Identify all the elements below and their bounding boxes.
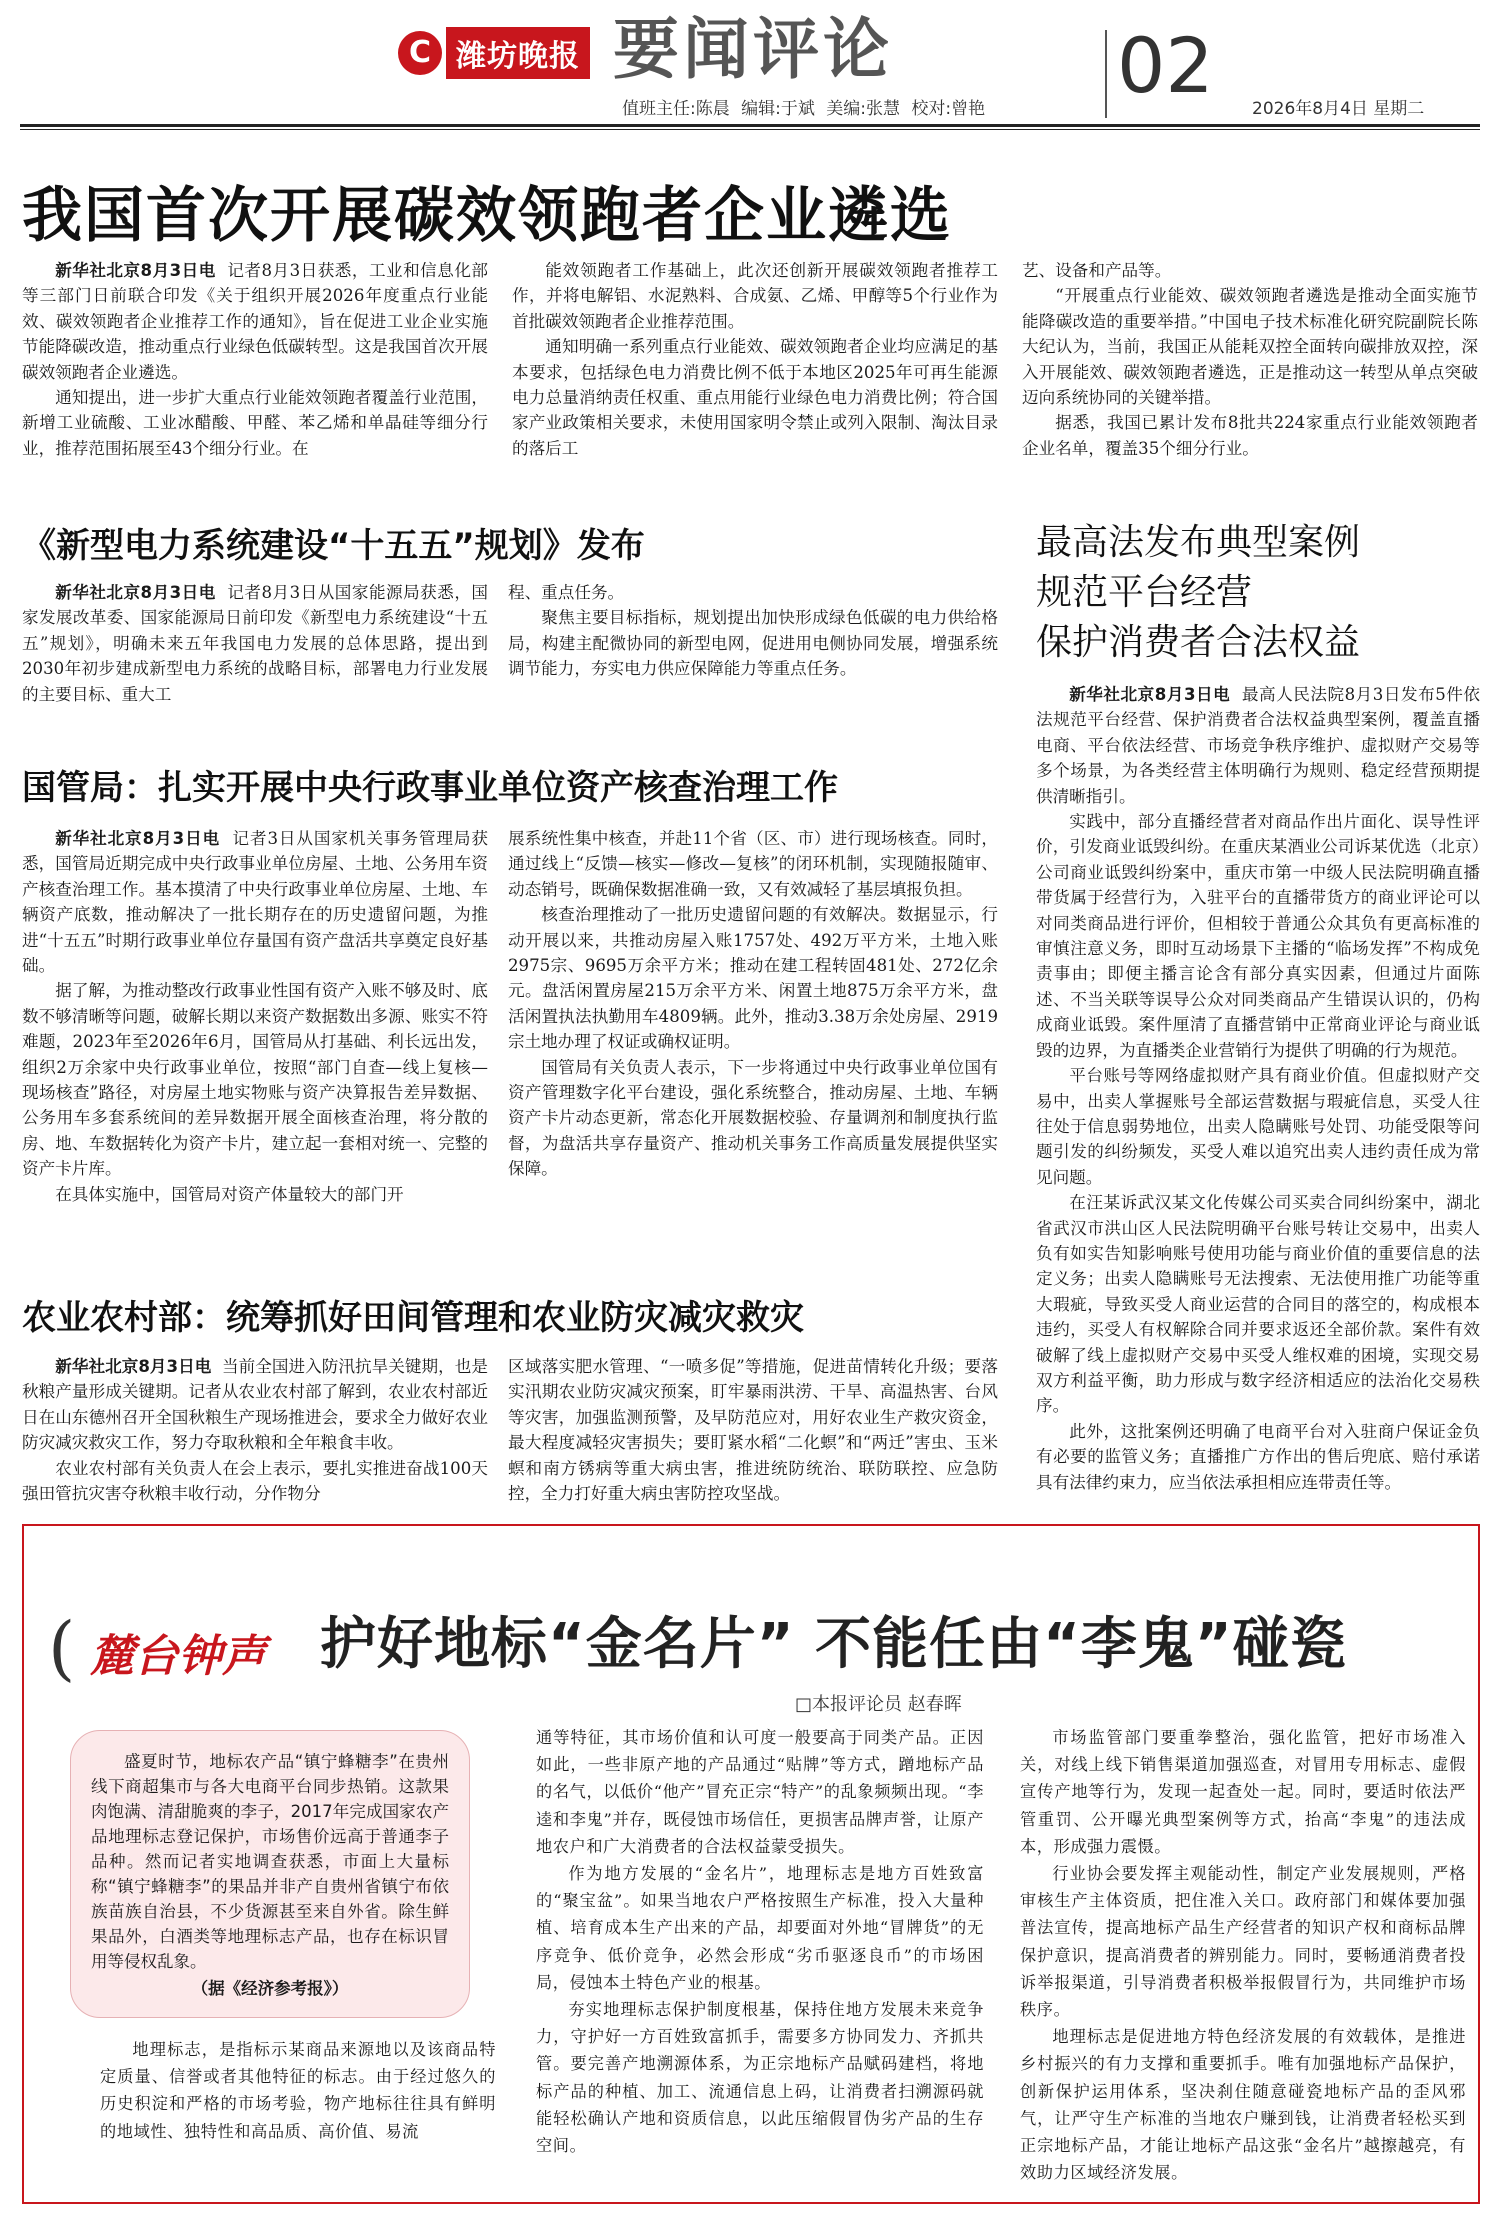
page-number: 02 <box>1117 21 1214 110</box>
lead-col3-para3: 据悉，我国已累计发布8批共224家重点行业能效领跑者企业名单，覆盖35个细分行业。 <box>1022 413 1478 458</box>
editorial-byline: □本报评论员 赵春晖 <box>795 1694 962 1715</box>
court-headline-line-2: 规范平台经营 <box>1036 572 1253 613</box>
court-dateline: 新华社北京8月3日电 <box>1069 685 1231 704</box>
power-col2-cont: 程、重点任务。 <box>508 583 625 602</box>
section-title: 要闻评论 <box>613 11 893 88</box>
court-headline-line-3: 保护消费者合法权益 <box>1036 622 1361 663</box>
assets-column-1 <box>22 826 488 1240</box>
masthead-rule-thin <box>20 129 1480 130</box>
editorial-right-para-3: 地理标志是促进地方特色经济发展的有效载体，是推进乡村振兴的有力支撑和重要抓手。唯有加强地标产品保护，创新保护运用体系，坚决刹住随意碰瓷地标产品的歪风邪气，让严守生产标准的当地农户赚到钱，让消费者轻松买到正宗地标产品，才能让地标产品这张“金名片”越擦越亮，有效助力区域经济发展。 <box>1020 2027 1466 2183</box>
assets-col2-para2: 核查治理推动了一批历史遗留问题的有效解决。数据显示，行动开展以来，共推动房屋入账1757处、492万平方米，土地入账2975宗、9695万余平方米；推动在建工程转固481处、272亿余元。盘活闲置房屋215万余平方米、闲置土地875万余平方米，盘活闲置执法执勤用车4809辆。此外，推动3.38万余处房屋、2919宗土地办理了权证或确权证明。 <box>508 905 998 1052</box>
assets-col1-text: 记者3日从国家机关事务管理局获悉，国管局近期完成中央行政事业单位房屋、土地、公务用车资产核查治理工作。基本摸清了中央行政事业单位房屋、土地、车辆资产底数，推动解决了一批长期存在的历史遗留问题，为推进“十五五”时期行政事业单位存量国有资产盘活共享奠定良好基础。 <box>22 829 488 976</box>
agri-column-1 <box>22 1354 488 1514</box>
lead-column-1 <box>22 258 488 466</box>
newspaper-logo <box>398 24 608 82</box>
assets-headline: 国管局：扎实开展中央行政事业单位资产核查治理工作 <box>22 768 838 808</box>
court-para-1: 最高人民法院8月3日发布5件依法规范平台经营、保护消费者合法权益典型案例，覆盖直播电商、平台依法经营、市场竞争秩序维护、虚拟财产交易等多个场景，为各类经营主体明确行为规则、稳定经营预期提供清晰指引。 <box>1036 685 1480 806</box>
editorial-headline: 护好地标“金名片” 不能任由“李鬼”碰瓷 <box>320 1612 1347 1677</box>
agri-col2-cont: 区域落实肥水管理、“一喷多促”等措施，促进苗情转化升级；要落实汛期农业防灾减灾预案，盯牢暴雨洪涝、干旱、高温热害、台风等灾害，加强监测预警，及早防范应对，用好农业生产救灾资金，最大程度减轻灾害损失；要盯紧水稻“二化螟”和“两迁”害虫、玉米螟和南方锈病等重大病虫害，推进统防统治、联防联控、应急防控，全力打好重大病虫害防控攻坚战。 <box>508 1357 998 1504</box>
masthead-rule <box>20 124 1480 127</box>
assets-col2-cont: 展系统性集中核查，并赴11个省（区、市）进行现场核查。同时，通过线上“反馈—核实—修改—复核”的闭环机制，实现随报随审、动态销号，既确保数据准确一致，又有效减轻了基层填报负担。 <box>508 829 998 899</box>
agri-col1-text: 当前全国进入防汛抗旱关键期，也是秋粮产量形成关键期。记者从农业农村部了解到，农业农村部近日在山东德州召开全国秋粮生产现场推进会，要求全力做好农业防灾减灾救灾工作，努力夺取秋粮和全年粮食丰收。 <box>22 1357 488 1453</box>
editorial-right-para-2: 行业协会要发挥主观能动性，制定产业发展规则，严格审核生产主体资质，把住准入关口。政府部门和媒体要加强普法宣传，提高地标产品生产经营者的知识产权和商标品牌保护意识，提高消费者的辨别能力。同时，要畅通消费者投诉举报渠道，引导消费者积极举报假冒行为，共同维护市场秩序。 <box>1020 1864 1466 2020</box>
editorial-left-para: 地理标志，是指标示某商品来源地以及该商品特定质量、信誉或者其他特征的标志。由于经过悠久的历史积淀和严格的市场考验，物产地标往往具有鲜明的地域性、独特性和高品质、高价值、易流 <box>100 2040 496 2141</box>
lead-headline: 我国首次开展碳效领跑者企业遴选 <box>22 181 952 251</box>
assets-column-2 <box>508 826 998 1240</box>
editorial-mid-para-2: 作为地方发展的“金名片”，地理标志是地方百姓致富的“聚宝盆”。如果当地农户严格按照生产标准，投入大量种植、培育成本生产出来的产品，却要面对外地“冒牌货”的无序竞争、低价竞争，必然会形成“劣币驱逐良币”的市场困局，侵蚀本土特色产业的根基。 <box>536 1864 984 1992</box>
assets-col1-para3: 在具体实施中，国管局对资产体量较大的部门开 <box>55 1184 404 1204</box>
power-col2-para2: 聚焦主要目标指标，规划提出加快形成绿色低碳的电力供给格局，构建主配微协同的新型电网，促进用电侧协同发展，增强系统调节能力，夯实电力供应保障能力等重点任务。 <box>508 608 998 679</box>
lead-col1-text: 记者8月3日获悉，工业和信息化部等三部门日前联合印发《关于组织开展2026年度重点行业能效、碳效领跑者企业推荐工作的通知》，旨在促进工业企业实施节能降碳改造，推动重点行业绿色低碳转型。这是我国首次开展碳效领跑者企业遴选。 <box>22 261 488 382</box>
issue-date: 2026年8月4日 星期二 <box>1252 99 1425 119</box>
editorial-middle-column <box>536 1724 984 2200</box>
editorial-right-para-1: 市场监管部门要重拳整治，强化监管，把好市场准入关，对线上线下销售渠道加强巡查，对冒用专用标志、虚假宣传产地等行为，发现一起查处一起。同时，要适时依法严管重罚、公开曝光典型案例等方式，抬高“李鬼”的违法成本，形成强力震慑。 <box>1020 1728 1466 1856</box>
court-headline <box>1036 518 1476 668</box>
editorial-column-logo <box>48 1608 286 1688</box>
agri-col1-para2: 农业农村部有关负责人在会上表示，要扎实推进奋战100天强田管抗灾害夺秋粮丰收行动，分作物分 <box>22 1458 488 1504</box>
agri-column-2 <box>508 1354 998 1514</box>
agri-headline: 农业农村部：统筹抓好田间管理和农业防灾减灾救灾 <box>22 1298 804 1338</box>
assets-dateline: 新华社北京8月3日电 <box>55 829 221 848</box>
assets-col2-para3: 国管局有关负责人表示，下一步将通过中央行政事业单位国有资产管理数字化平台建设，强化系统整合，推动房屋、土地、车辆资产卡片动态更新，常态化开展数据校验、存量调剂和制度执行监督，为盘活共享存量资产、推动机关事务工作高质量发展提供坚实保障。 <box>508 1057 998 1179</box>
editorial-mid-para-3: 夯实地理标志保护制度根基，保持住地方发展未来竞争力，守护好一方百姓致富抓手，需要多方协同发力、齐抓共管。要完善产地溯源体系，为正宗地标产品赋码建档，将地标产品的种植、加工、流通信息上码，让消费者扫溯源码就能轻松确认产地和资质信息，以此压缩假冒伪劣产品的生存空间。 <box>536 2000 984 2156</box>
lead-column-2 <box>512 258 998 466</box>
lead-dateline: 新华社北京8月3日电 <box>55 261 216 280</box>
lead-col3-cont: 艺、设备和产品等。 <box>1022 261 1172 280</box>
editorial-right-column <box>1020 1724 1466 2200</box>
lead-col2-para2: 通知明确一系列重点行业能效、碳效领跑者企业均应满足的基本要求，包括绿色电力消费比例不低于本地区2025年可再生能源电力总量消纳责任权重、重点用能行业绿色电力消费比例；符合国家产业政策相关要求，未使用国家明令禁止或列入限制、淘汰目录的落后工 <box>512 337 998 458</box>
brush-stroke-icon: ( <box>48 1607 76 1689</box>
court-headline-line-1: 最高法发布典型案例 <box>1036 522 1361 563</box>
lead-col3-para2: “开展重点行业能效、碳效领跑者遴选是推动全面实施节能降碳改造的重要举措。”中国电子技术标准化研究院副院长陈大纪认为，当前，我国正从能耗双控全面转向碳排放双控，深入开展能效、碳效领跑者遴选，正是推动这一转型从单点突破迈向系统协同的关键举措。 <box>1022 286 1478 408</box>
power-dateline: 新华社北京8月3日电 <box>55 583 216 602</box>
staff-credits: 值班主任:陈晨 编辑:于斌 美编:张慧 校对:曾艳 <box>622 99 986 119</box>
court-para-5: 此外，这批案例还明确了电商平台对入驻商户保证金负有必要的监管义务；直播推广方作出的售后兜底、赔付承诺具有法律约束力，应当依法承担相应连带责任等。 <box>1036 1421 1480 1492</box>
logo-mark: C <box>398 31 442 75</box>
editorial-quote-box <box>70 1730 470 2018</box>
power-headline: 《新型电力系统建设“十五五”规划》发布 <box>22 526 645 566</box>
power-col1-text: 记者8月3日从国家能源局获悉，国家发展改革委、国家能源局日前印发《新型电力系统建设“十五五”规划》，明确未来五年我国电力发展的总体思路，提出到2030年初步建成新型电力系统的战略目标，部署电力行业发展的主要目标、重大工 <box>22 583 488 704</box>
power-column-2 <box>508 580 998 710</box>
quote-text: 盛夏时节，地标农产品“镇宁蜂糖李”在贵州线下商超集市与各大电商平台同步热销。这款果肉饱满、清甜脆爽的李子，2017年完成国家农产品地理标志登记保护，市场售价远高于普通李子品种。然而记者实地调查获悉，市面上大量标称“镇宁蜂糖李”的果品并非产自贵州省镇宁布依族苗族自治县，不少货源甚至来自外省。除生鲜果品外，白酒类等地理标志产品，也存在标识冒用等侵权乱象。 <box>91 1752 449 1971</box>
power-column-1 <box>22 580 488 710</box>
quote-source: （据《经济参考报》） <box>191 1979 349 1998</box>
column-logo-text: 麓台钟声 <box>90 1631 266 1682</box>
masthead-divider <box>1105 30 1107 118</box>
editorial-left-column <box>100 2036 496 2198</box>
lead-column-3 <box>1022 258 1478 466</box>
assets-col1-para2: 据了解，为推动整改行政事业性国有资产入账不够及时、底数不够清晰等问题，破解长期以来资产数据数出多源、账实不符难题，2023年至2026年6月，国管局从打基础、利长远出发，组织2万余家中央行政事业单位，按照“部门自查—线上复核—现场核查”路径，对房屋土地实物账与资产决算报告差异数据、公务用车多套系统间的差异数据开展全面核查治理，将分散的房、地、车数据转化为资产卡片，建立起一套相对统一、完整的资产卡片库。 <box>22 981 488 1179</box>
editorial-mid-para-1: 通等特征，其市场价值和认可度一般要高于同类产品。正因如此，一些非原产地的产品通过“贴牌”等方式，蹭地标产品的名气，以低价“他产”冒充正宗“特产”的乱象频频出现。“李逵和李鬼”并存，既侵蚀市场信任，更损害品牌声誉，让原产地农户和广大消费者的合法权益蒙受损失。 <box>536 1728 984 1856</box>
agri-dateline: 新华社北京8月3日电 <box>55 1357 212 1376</box>
court-column <box>1036 682 1480 1512</box>
logo-text: 潍坊晚报 <box>446 27 590 79</box>
court-para-4: 在汪某诉武汉某文化传媒公司买卖合同纠纷案中，湖北省武汉市洪山区人民法院明确平台账号转让交易中，出卖人负有如实告知影响账号使用功能与商业价值的重要信息的法定义务；出卖人隐瞒账号无法搜索、无法使用推广功能等重大瑕疵，导致买受人商业运营的合同目的落空的，构成根本违约，买受人有权解除合同并要求返还全部价款。案件有效破解了线上虚拟财产交易中买受人维权难的困境，实现交易双方利益平衡，助力形成与数字经济相适应的法治化交易秩序。 <box>1036 1193 1480 1416</box>
lead-col1-para2: 通知提出，进一步扩大重点行业能效领跑者覆盖行业范围，新增工业硫酸、工业冰醋酸、甲醛、苯乙烯和单晶硅等细分行业，推荐范围拓展至43个细分行业。在 <box>22 388 488 458</box>
court-para-2: 实践中，部分直播经营者对商品作出片面化、误导性评价，引发商业诋毁纠纷。在重庆某酒业公司诉某优选（北京）公司商业诋毁纠纷案中，重庆市第一中级人民法院明确直播带货属于经营行为，入驻平台的直播带货方的商业评论可以对同类商品进行评价，但相较于普通公众其负有更高标准的审慎注意义务，即时互动场景下主播的“临场发挥”不构成免责事由；即便主播言论含有部分真实因素，但通过片面陈述、不当关联等误导公众对同类商品产生错误认识的，仍构成商业诋毁。案件厘清了直播营销中正常商业评论与商业诋毁的边界，为直播类企业营销行为提供了明确的行为规范。 <box>1036 812 1480 1060</box>
court-para-3: 平台账号等网络虚拟财产具有商业价值。但虚拟财产交易中，出卖人掌握账号全部运营数据与瑕疵信息，买受人往往处于信息弱势地位，出卖人隐瞒账号处罚、功能受限等问题引发的纠纷频发，买受人难以追究出卖人违约责任成为常见问题。 <box>1036 1066 1480 1187</box>
lead-col2-para1: 能效领跑者工作基础上，此次还创新开展碳效领跑者推荐工作，并将电解铝、水泥熟料、合成氨、乙烯、甲醇等5个行业作为首批碳效领跑者企业推荐范围。 <box>512 261 998 331</box>
